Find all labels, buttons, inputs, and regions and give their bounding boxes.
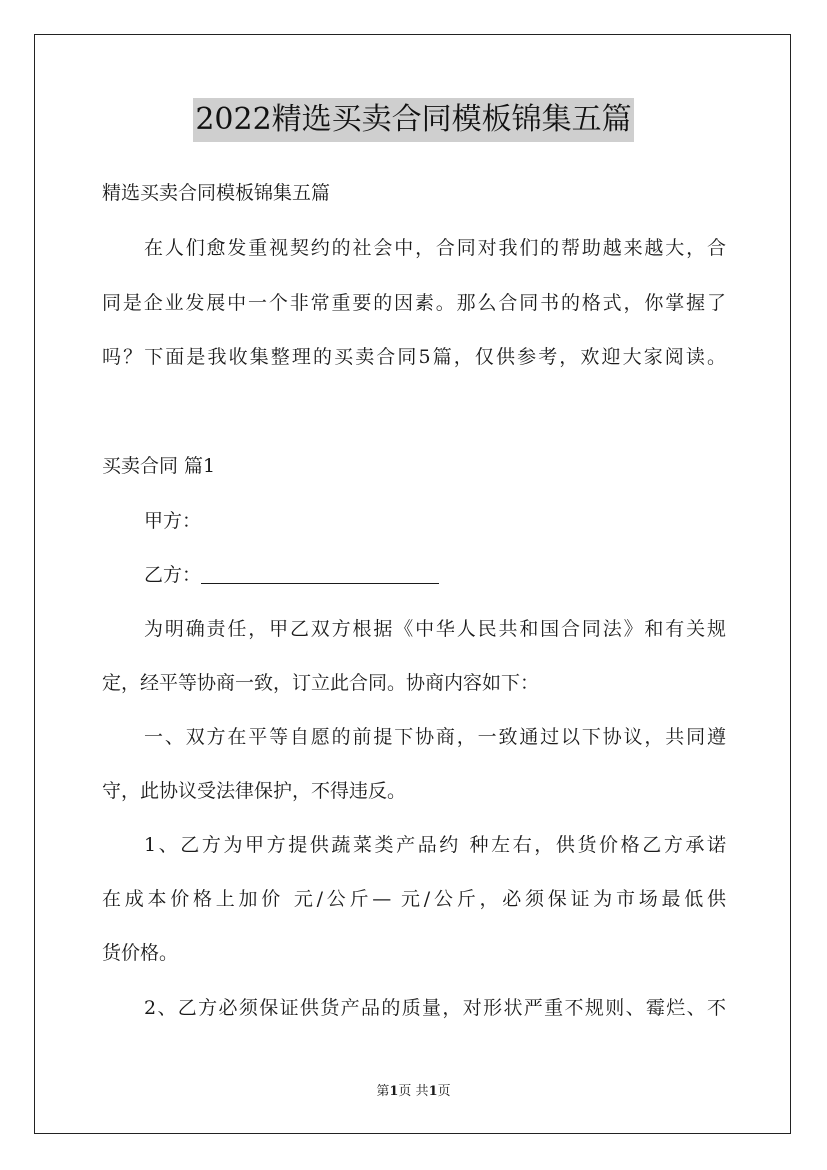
- title-container: [0, 98, 827, 142]
- section-heading: 买卖合同 篇1: [102, 455, 216, 477]
- page-footer: [0, 1084, 827, 1100]
- party-b-blank: [201, 565, 439, 584]
- document-subtitle: 精选买卖合同模板锦集五篇: [102, 182, 331, 204]
- para3-line-1: 1、乙方为甲方提供蔬菜类产品约 种左右，供货价格乙方承诺: [144, 834, 726, 856]
- intro-line-2: 同是企业发展中一个非常重要的因素。那么合同书的格式，你掌握了: [102, 292, 726, 314]
- para3-line-3: 货价格。: [102, 942, 179, 964]
- para2-line-1: 一、双方在平等自愿的前提下协商，一致通过以下协议，共同遵: [144, 726, 726, 748]
- document-title: 2022精选买卖合同模板锦集五篇: [193, 98, 633, 142]
- party-a-label: 甲方：: [144, 510, 202, 532]
- para2-line-2: 守，此协议受法律保护，不得违反。: [102, 780, 407, 802]
- footer-page-mid: 页 共: [398, 1084, 429, 1099]
- para4-line-1: 2、乙方必须保证供货产品的质量，对形状严重不规则、霉烂、不: [144, 997, 726, 1019]
- intro-line-1: 在人们愈发重视契约的社会中，合同对我们的帮助越来越大，合: [144, 237, 726, 259]
- para1-line-2: 定，经平等协商一致，订立此合同。协商内容如下：: [102, 672, 540, 694]
- party-b-row: [144, 562, 726, 588]
- footer-page-total: 1: [428, 1084, 438, 1099]
- para1-line-1: 为明确责任，甲乙双方根据《中华人民共和国合同法》和有关规: [144, 618, 726, 640]
- para3-line-2: 在成本价格上加价 元/公斤— 元/公斤，必须保证为市场最低供: [102, 888, 726, 910]
- footer-page-prefix: 第: [376, 1084, 390, 1099]
- footer-page-number: 1: [389, 1084, 399, 1099]
- intro-line-3: 吗？下面是我收集整理的买卖合同5篇，仅供参考，欢迎大家阅读。: [102, 346, 726, 368]
- footer-page-suffix: 页: [437, 1084, 451, 1099]
- party-b-label: 乙方：: [144, 564, 202, 586]
